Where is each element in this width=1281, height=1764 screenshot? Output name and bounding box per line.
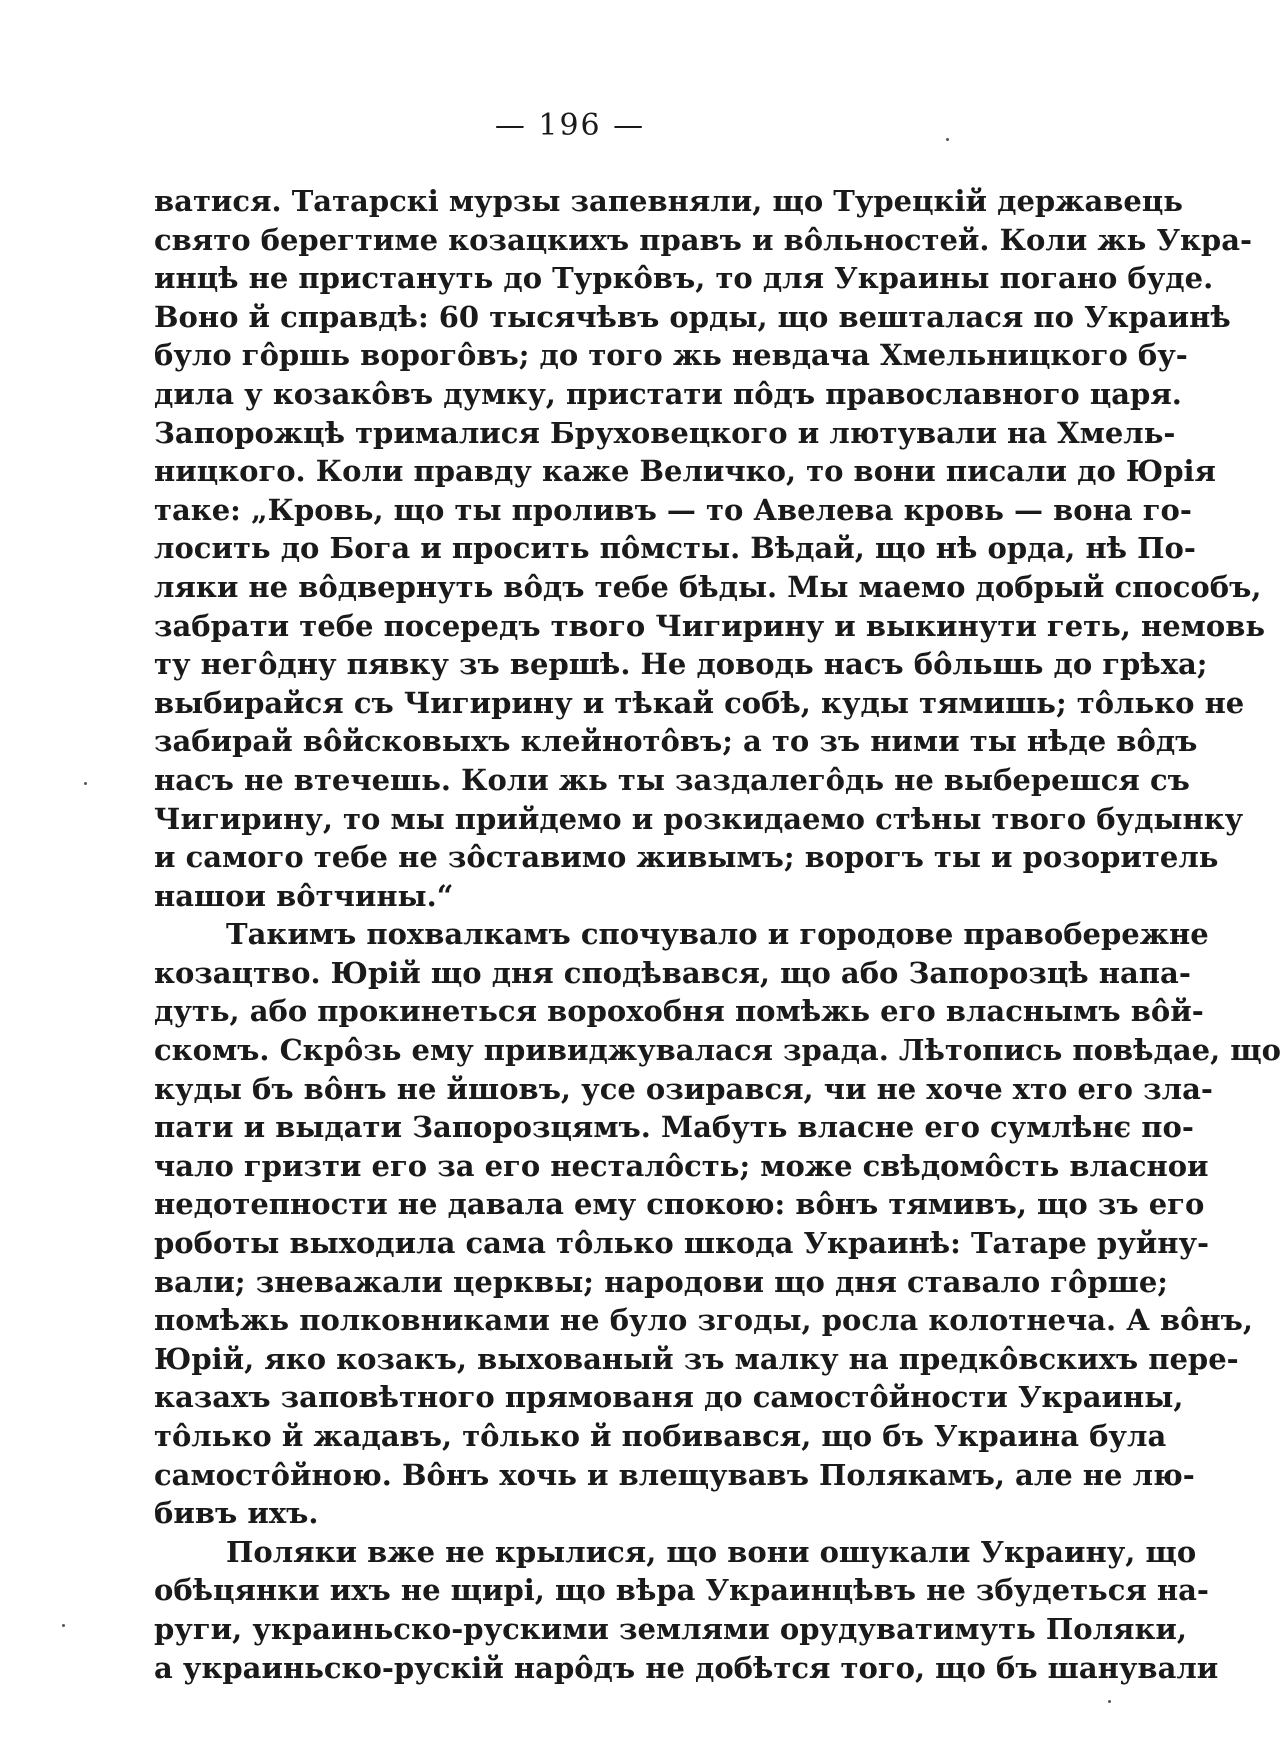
text-line: ватися. Татарскі мурзы запевняли, що Турецкій державець xyxy=(154,184,1183,218)
text-line: тôлько й жадавъ, тôлько й побивався, що бъ Украина була xyxy=(154,1419,1167,1453)
text-line: казахъ заповѣтного прямованя до самостôйности Украины, xyxy=(154,1380,1184,1415)
text-line: а украиньско-рускій нарôдъ не добѣтся того, що бъ шанували xyxy=(154,1650,1219,1685)
text-line: забирай вôйсковыхъ клейнотôвъ; а то зъ ними ты нѣде вôдъ xyxy=(154,724,1198,759)
text-line: и самого тебе не зôставимо живымъ; ворогъ ты и розоритель xyxy=(154,840,1219,875)
paragraph-2 xyxy=(154,915,1281,1533)
text-line: помѣжь полковниками не було згоды, росла колотнеча. А вôнъ, xyxy=(154,1303,1254,1338)
body-text xyxy=(154,182,1281,1687)
page-number: — 196 — xyxy=(494,108,646,143)
text-line: инцѣ не пристануть до Туркôвъ, то для Украины погано буде. xyxy=(154,261,1214,296)
text-line: Юрій, яко козакъ, выхованый зъ малку на предкôвскихъ пере- xyxy=(154,1341,1239,1376)
text-line: обѣцянки ихъ не щирі, що вѣра Украинцѣвъ не збудеться на- xyxy=(154,1573,1209,1608)
text-line: Воно й справдѣ: 60 тысячѣвъ орды, що вешталася по Украинѣ xyxy=(154,299,1231,334)
text-line: лосить до Бога и просить пôмсты. Вѣдай, що нѣ орда, нѣ По- xyxy=(154,531,1196,566)
paragraph-3 xyxy=(154,1533,1219,1687)
text-line: забрати тебе посередъ твого Чигирину и выкинути геть, немовь xyxy=(154,608,1266,643)
text-line: недотепности не давала ему спокою: вôнъ тямивъ, що зъ его xyxy=(154,1187,1205,1222)
text-line: бивъ ихъ. xyxy=(154,1496,319,1531)
text-line: Запорожцѣ трималися Бруховецкого и лютували на Хмель- xyxy=(154,415,1176,450)
text-line: дуть, або прокинеться ворохобня помѣжь его власнымъ вôй- xyxy=(154,994,1204,1029)
text-line: пати и выдати Запорозцямъ. Мабуть власне его сумлѣнє по- xyxy=(154,1110,1194,1145)
text-line: чало гризти его за его несталôсть; може свѣдомôсть власнои xyxy=(154,1148,1209,1183)
text-line: таке: „Кровь, що ты проливъ — то Авелева кровь — вона го- xyxy=(154,492,1192,527)
paragraph-1 xyxy=(154,182,1266,915)
text-line: насъ не втечешь. Коли жь ты заздалегôдь не выберешся съ xyxy=(154,762,1190,797)
text-line: козацтво. Юрій що дня сподѣвався, що або Запорозцѣ напа- xyxy=(154,955,1191,990)
text-line: ляки не вôдвернуть вôдъ тебе бѣды. Мы маемо добрый способъ, xyxy=(154,569,1262,604)
text-line: руги, украиньско-рускими землями орудуватимуть Поляки, xyxy=(154,1611,1187,1646)
text-line: скомъ. Скрôзь ему привиджувалася зрада. Лѣтопись повѣдае, що xyxy=(154,1033,1281,1068)
text-line: роботы выходила сама тôлько шкода Украинѣ: Татаре руйну- xyxy=(154,1226,1210,1261)
text-line: выбирайся съ Чигирину и тѣкай собѣ, куды тямишь; тôлько не xyxy=(154,685,1245,720)
text-line: Поляки вже не крылися, що вони ошукали Украину, що xyxy=(226,1534,1197,1569)
text-line: Такимъ похвалкамъ спочувало и городове правобережне xyxy=(226,917,1209,952)
text-line: ницкого. Коли правду каже Величко, то вони писали до Юрія xyxy=(154,454,1216,489)
text-line: дила у козакôвъ думку, пристати пôдъ православного царя. xyxy=(154,376,1182,411)
text-line: куды бъ вôнъ не йшовъ, усе озирався, чи не хоче хто его зла- xyxy=(154,1071,1213,1106)
text-line: було гôршь ворогôвъ; до того жь невдача Хмельницкого бу- xyxy=(154,338,1188,373)
text-line: самостôйною. Вôнъ хочь и влещувавъ Полякамъ, але не лю- xyxy=(154,1457,1195,1492)
text-line: свято берегтиме козацкихъ правъ и вôльностей. Коли жь Укра- xyxy=(154,222,1253,257)
text-line: Чигирину, то мы прийдемо и розкидаемо стѣны твого будынку xyxy=(154,801,1244,836)
text-line: вали; зневажали церквы; народови що дня ставало гôрше; xyxy=(154,1264,1168,1299)
text-line: ту негôдну пявку зъ вершѣ. Не доводь насъ бôльшь до грѣха; xyxy=(154,647,1208,682)
text-line: нашои вôтчины.“ xyxy=(154,878,454,913)
